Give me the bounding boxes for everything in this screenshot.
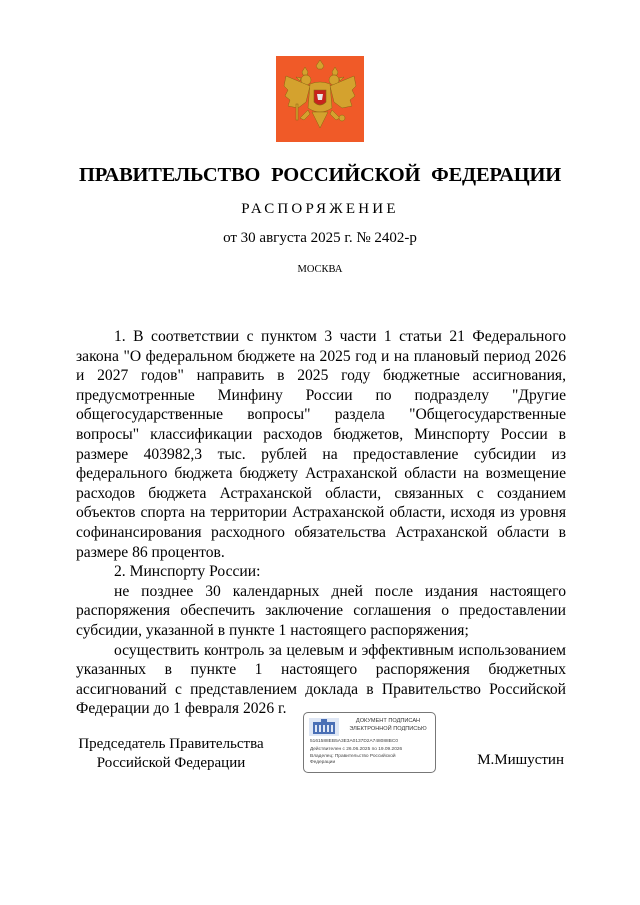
coat-of-arms-emblem <box>276 56 364 142</box>
stamp-validity: Действителен с 26.06.2025 по 19.09.2026 <box>310 747 403 752</box>
government-title: ПРАВИТЕЛЬСТВО РОССИЙСКОЙ ФЕДЕРАЦИИ <box>79 164 561 186</box>
signatory-name: М.Мишустин <box>477 752 564 768</box>
signatory-position-line1: Председатель Правительства <box>78 736 264 752</box>
stamp-owner-line2: Федерации <box>310 760 336 765</box>
paragraph-1: 1. В соответствии с пунктом 3 части 1 статьи 21 Федерального закона "О федеральном бюджете на 2025 год и на плановый период 2026 и 2027 годов" направить в 2025 году бюджетные ассигнования, предусмотренные Минфину России по подразделу "Другие общегосударственные вопросы" раздела "Общегосударственные вопросы" классификации расходов бюджетов, Минспорту России в размере 403982,3 тыс. рублей на предоставление субсидии из федерального бюджета бюджету Астраханской области на возмещение расходов бюджета Астраханской области, связанных с созданием объектов спорта на территории Астраханской области, исходя из уровня софинансирования расходного обязательства Астраханской области в размере 86 процентов. <box>76 328 566 561</box>
paragraph-2: 2. Минспорту России: <box>114 563 261 581</box>
stamp-title: ДОКУМЕНТ ПОДПИСАН ЭЛЕКТРОННОЙ ПОДПИСЬЮ <box>349 718 427 732</box>
electronic-signature-stamp <box>303 712 436 773</box>
document-body <box>76 327 566 719</box>
government-building-icon <box>309 718 339 736</box>
double-headed-eagle-icon <box>276 56 364 142</box>
paragraph-2-item-2: осуществить контроль за целевым и эффективным использованием указанных в пункте 1 настоящего распоряжения бюджетных ассигнований с представлением доклада в Правительство Российской Федерации до 1 февраля 2026 г. <box>76 641 566 718</box>
signatory-position <box>76 735 266 772</box>
stamp-serial: 5161588EB5A3E3A0137D2A748088BC0 <box>310 739 399 744</box>
paragraph-2-item-1: не позднее 30 календарных дней после издания настоящего распоряжения обеспечить заключение соглашения о предоставлении субсидии, указанной в пункте 1 настоящего распоряжения; <box>76 582 566 639</box>
stamp-owner-line1: Владелец: Правительство Российской <box>310 754 396 759</box>
document-city: МОСКВА <box>297 264 343 275</box>
signatory-position-line2: Российской Федерации <box>96 754 246 771</box>
document-type: РАСПОРЯЖЕНИЕ <box>241 201 399 217</box>
document-date-number: от 30 августа 2025 г. № 2402-р <box>223 230 417 246</box>
